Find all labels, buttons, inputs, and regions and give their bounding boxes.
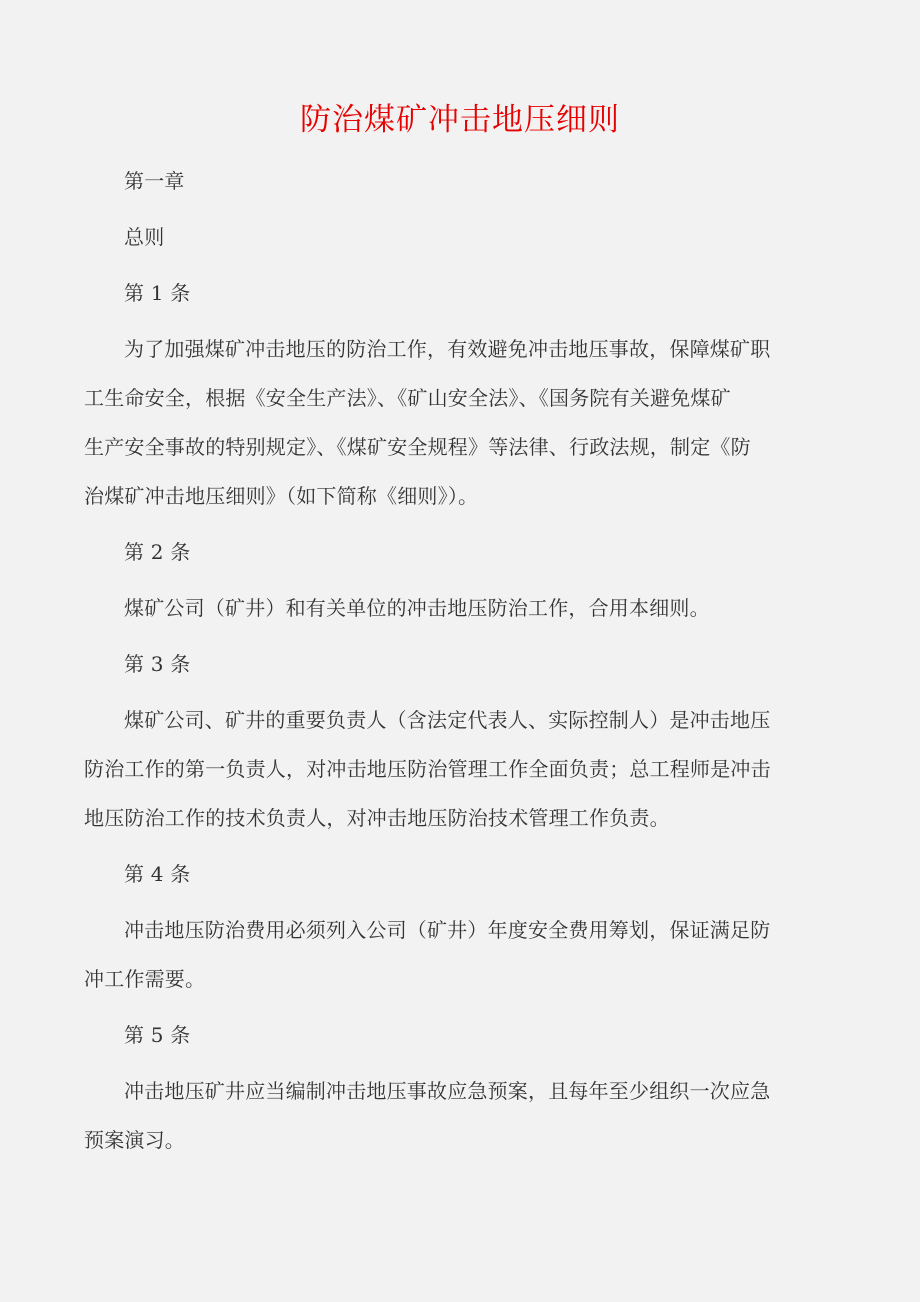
article-2-paragraph: 煤矿公司（矿井）和有关单位的冲击地压防治工作，合用本细则。 (124, 596, 710, 620)
article-5-paragraph: 冲击地压矿井应当编制冲击地压事故应急预案，且每年至少组织一次应急 预案演习。 (84, 1079, 771, 1152)
article-3-heading: 第 3 条 (124, 652, 191, 676)
article-2-heading: 第 2 条 (124, 540, 191, 564)
chapter-heading: 第一章 (124, 169, 185, 193)
article-5-heading: 第 5 条 (124, 1023, 191, 1047)
document-title: 防治煤矿冲击地压细则 (300, 102, 620, 138)
article-1-heading: 第 1 条 (124, 281, 191, 305)
article-3-paragraph: 煤矿公司、矿井的重要负责人（含法定代表人、实际控制人）是冲击地压 防治工作的第一负责人，对冲击地压防治管理工作全面负责；总工程师是冲击 地压防治工作的技术负责人，对冲击地压防治技术管理工作负责。 (84, 708, 771, 830)
article-4-heading: 第 4 条 (124, 862, 191, 886)
article-4-paragraph: 冲击地压防治费用必须列入公司（矿井）年度安全费用筹划，保证满足防 冲工作需要。 (84, 918, 771, 991)
section-heading: 总则 (124, 225, 165, 249)
article-1-paragraph: 为了加强煤矿冲击地压的防治工作，有效避免冲击地压事故，保障煤矿职 工生命安全，根据《安全生产法》、《矿山安全法》、《国务院有关避免煤矿 生产安全事故的特别规定》、《煤矿安全规程》等法律、行政法规，制定《防 治煤矿冲击地压细则》（如下简称《细则》）。 (84, 337, 771, 508)
